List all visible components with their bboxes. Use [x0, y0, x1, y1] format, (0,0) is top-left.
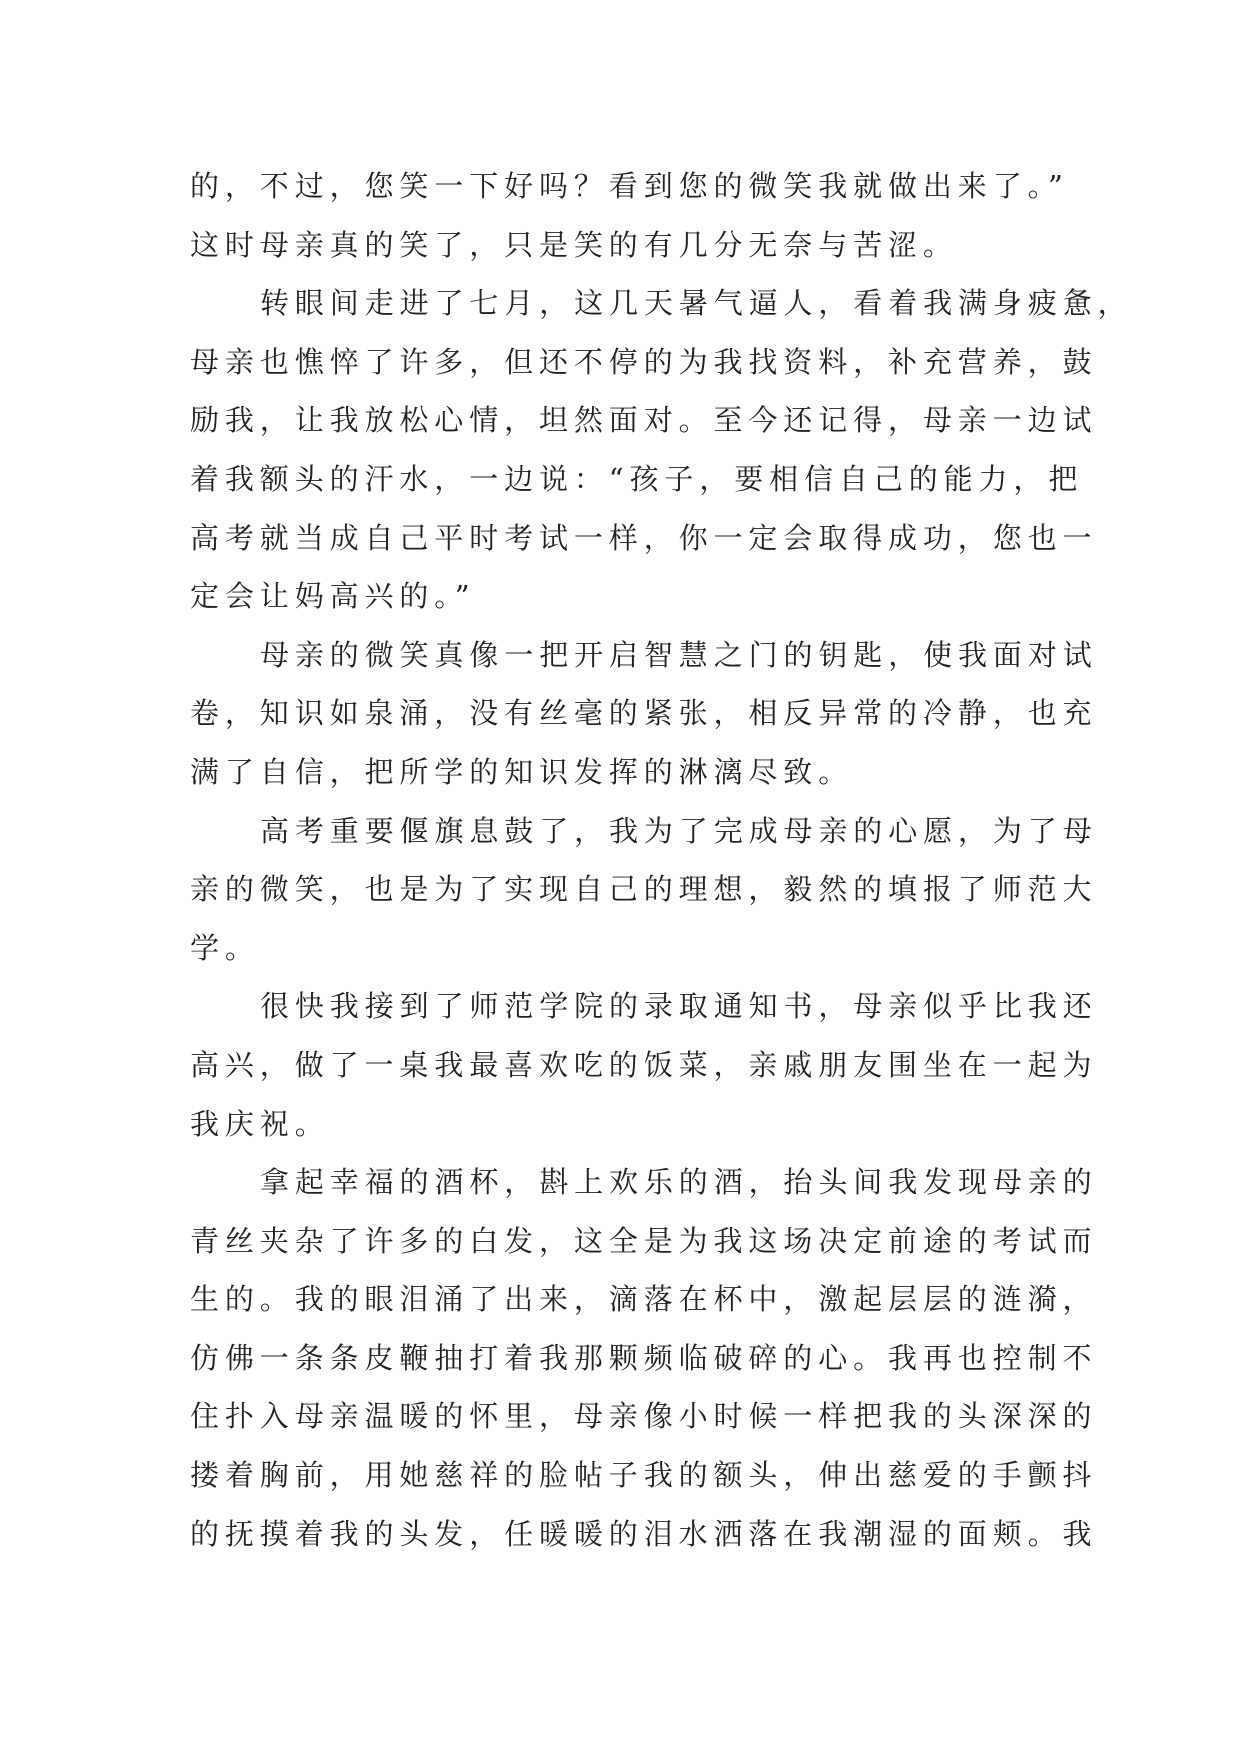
text-line: 着我额头的汗水，一边说：“孩子，要相信自己的能力，把: [190, 461, 1084, 496]
text-line: 的，不过，您笑一下好吗？看到您的微笑我就做出来了。”: [190, 169, 1069, 203]
text-line: 满了自信，把所学的知识发挥的淋漓尽致。: [190, 754, 854, 789]
text-line: 学。: [190, 930, 260, 965]
text-line: 生的。我的眼泪涌了出来，滴落在杯中，激起层层的涟漪，: [190, 1282, 1098, 1317]
text-line: 励我，让我放松心情，坦然面对。至今还记得，母亲一边试: [190, 403, 1098, 438]
text-line: 的抚摸着我的头发，任暖暖的泪水洒落在我潮湿的面颊。我: [190, 1516, 1098, 1551]
text-line: 高兴，做了一桌我最喜欢吃的饭菜，亲戚朋友围坐在一起为: [190, 1047, 1098, 1082]
text-line-paragraph-start: 高考重要偃旗息鼓了，我为了完成母亲的心愿，为了母: [260, 813, 1098, 848]
text-line-paragraph-start: 母亲的微笑真像一把开启智慧之门的钥匙，使我面对试: [260, 637, 1098, 672]
text-line-paragraph-start: 拿起幸福的酒杯，斟上欢乐的酒，抬头间我发现母亲的: [260, 1165, 1098, 1200]
text-line: 住扑入母亲温暖的怀里，母亲像小时候一样把我的头深深的: [190, 1399, 1098, 1434]
text-line: 定会让妈高兴的。”: [190, 579, 476, 614]
text-line: 仿佛一条条皮鞭抽打着我那颗频临破碎的心。我再也控制不: [190, 1340, 1098, 1375]
text-line: 母亲也憔悴了许多，但还不停的为我找资料，补充营养，鼓: [190, 344, 1098, 379]
text-line: 高考就当成自己平时考试一样，你一定会取得成功，您也一: [190, 520, 1098, 555]
text-line: 青丝夹杂了许多的白发，这全是为我这场决定前途的考试而: [190, 1223, 1098, 1258]
text-line-paragraph-start: 转眼间走进了七月，这几天暑气逼人，看着我满身疲惫，: [260, 286, 1133, 321]
text-line: 我庆祝。: [190, 1106, 330, 1141]
document-body: [190, 157, 1133, 1563]
text-line: 这时母亲真的笑了，只是笑的有几分无奈与苦涩。: [190, 227, 958, 262]
text-line: 搂着胸前，用她慈祥的脸帖子我的额头，伸出慈爱的手颤抖: [190, 1458, 1098, 1493]
text-line: 亲的微笑，也是为了实现自己的理想，毅然的填报了师范大: [190, 872, 1098, 907]
text-line-paragraph-start: 很快我接到了师范学院的录取通知书，母亲似乎比我还: [260, 989, 1098, 1024]
text-line: 卷，知识如泉涌，没有丝毫的紧张，相反异常的冷静，也充: [190, 696, 1098, 731]
